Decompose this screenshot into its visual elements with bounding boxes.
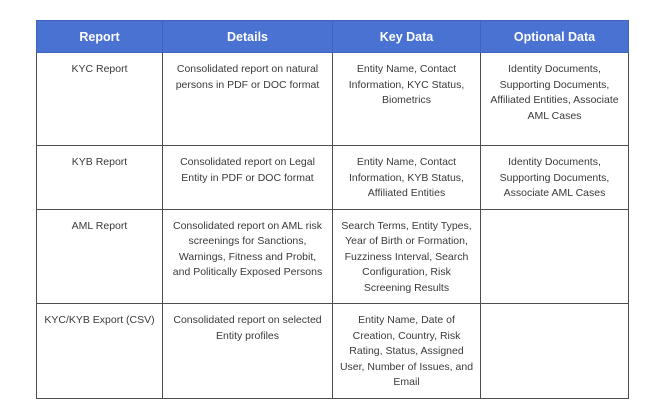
cell-key-data: Entity Name, Contact Information, KYC Status, Biometrics xyxy=(333,53,481,146)
table-row-kyb-report xyxy=(37,146,629,210)
table-row-kyc-kyb-export xyxy=(37,304,629,399)
cell-optional-data xyxy=(481,209,629,304)
table-row-kyc-report xyxy=(37,53,629,146)
cell-key-data: Search Terms, Entity Types, Year of Birth or Formation, Fuzziness Interval, Search Configuration, Risk Screening Results xyxy=(333,209,481,304)
table-header-row xyxy=(37,21,629,53)
column-header-optional-data: Optional Data xyxy=(481,21,629,53)
cell-details: Consolidated report on AML risk screenings for Sanctions, Warnings, Fitness and Probit, and Politically Exposed Persons xyxy=(163,209,333,304)
cell-details: Consolidated report on selected Entity profiles xyxy=(163,304,333,399)
cell-report: KYC/KYB Export (CSV) xyxy=(37,304,163,399)
cell-report: AML Report xyxy=(37,209,163,304)
cell-optional-data xyxy=(481,304,629,399)
cell-details: Consolidated report on natural persons in PDF or DOC format xyxy=(163,53,333,146)
column-header-report: Report xyxy=(37,21,163,53)
cell-key-data: Entity Name, Date of Creation, Country, Risk Rating, Status, Assigned User, Number of Issues, and Email xyxy=(333,304,481,399)
reports-table xyxy=(36,20,629,399)
cell-report: KYB Report xyxy=(37,146,163,210)
cell-report: KYC Report xyxy=(37,53,163,146)
table-row-aml-report xyxy=(37,209,629,304)
column-header-key-data: Key Data xyxy=(333,21,481,53)
cell-details: Consolidated report on Legal Entity in PDF or DOC format xyxy=(163,146,333,210)
column-header-details: Details xyxy=(163,21,333,53)
cell-optional-data: Identity Documents, Supporting Documents, Affiliated Entities, Associate AML Cases xyxy=(481,53,629,146)
cell-key-data: Entity Name, Contact Information, KYB Status, Affiliated Entities xyxy=(333,146,481,210)
cell-optional-data: Identity Documents, Supporting Documents, Associate AML Cases xyxy=(481,146,629,210)
